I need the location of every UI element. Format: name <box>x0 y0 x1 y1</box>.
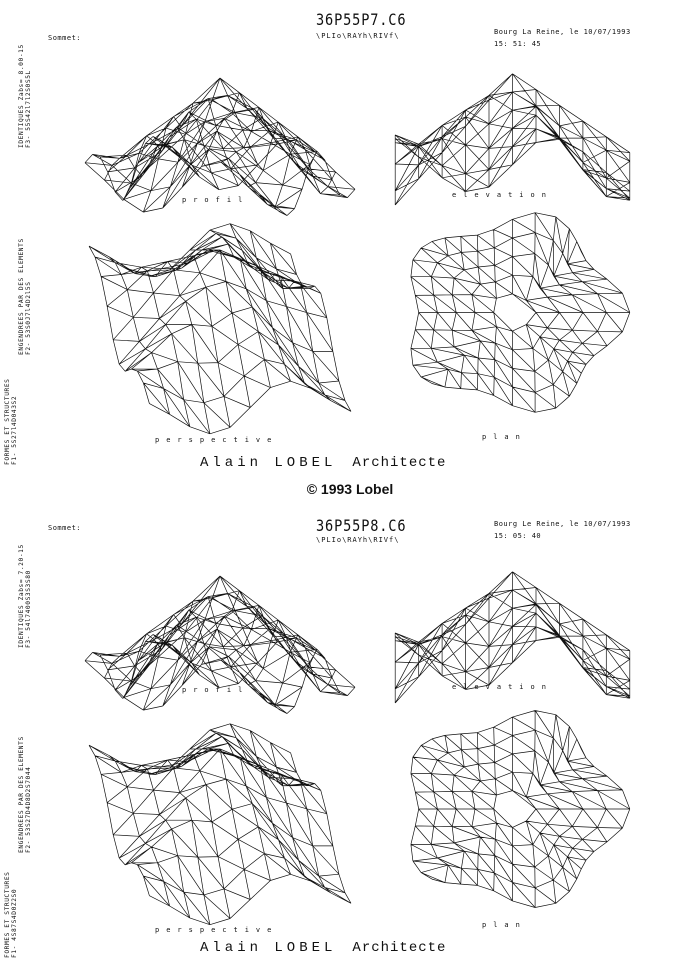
side-line: FORMES ET STRUCTURES <box>4 871 11 958</box>
profil-label: profil <box>182 686 250 694</box>
profil-view <box>100 50 340 190</box>
sommet-label: Sommet: <box>48 524 82 532</box>
architect-role: Architecte <box>352 940 447 956</box>
perspective-view <box>100 706 340 921</box>
architect-role: Architecte <box>352 455 447 471</box>
side-line: ENGENDREES PAR DES ELEMENTS <box>18 238 25 355</box>
drawing-sheet-2 <box>0 508 700 962</box>
architect-credit <box>200 940 446 956</box>
time-stamp: 15: 51: 45 <box>494 40 542 48</box>
drawing-title: 36P55P7.C6 <box>316 10 407 29</box>
plan-wireframe <box>411 711 630 908</box>
copyright-notice: © 1993 Lobel <box>306 481 394 497</box>
side-annotations <box>0 508 44 978</box>
side-line: F2- 53S0J7l4D2l5S <box>25 281 32 355</box>
perspective-wireframe <box>89 224 351 434</box>
side-line: F3- 54l7400S3S3S80 <box>25 570 32 648</box>
side-line: ENGENDREES PAR DES ELEMENTS <box>18 736 25 853</box>
plan-label: plan <box>482 433 527 441</box>
drawing-title: 36P55P8.C6 <box>316 516 407 535</box>
plan-label: plan <box>482 921 527 929</box>
elevation-wireframe <box>395 74 630 205</box>
plan-view <box>385 698 640 920</box>
drawing-path: \PLIo\RAYh\RIVf\ <box>316 32 400 40</box>
side-line: IDENTIQUES Zabs= 7.20-15 <box>18 544 25 648</box>
sommet-label: Sommet: <box>48 34 82 42</box>
drawing-sheet-1 <box>0 0 700 480</box>
side-annotations <box>0 0 44 470</box>
plan-wireframe <box>411 213 630 413</box>
perspective-label: perspective <box>155 926 279 934</box>
profil-label: profil <box>182 196 250 204</box>
elevation-view <box>385 50 640 190</box>
profil-wireframe <box>85 78 355 216</box>
architect-name: Alain LOBEL <box>200 940 337 956</box>
drawing-path: \PLIo\RAYh\RIVf\ <box>316 536 400 544</box>
side-line: F1- 4S87S4D0Z2S0 <box>11 888 18 958</box>
place-date: Bourg Le Reine, le 10/07/1993 <box>494 520 631 528</box>
side-line: FORMES ET STRUCTURES <box>4 378 11 465</box>
elevation-view <box>385 548 640 688</box>
side-line: F1- 5S27l4D043S2 <box>11 395 18 465</box>
architect-name: Alain LOBEL <box>200 455 337 471</box>
side-line: F3- 55S42l7l2S0S5L <box>25 70 32 148</box>
perspective-wireframe <box>89 724 351 925</box>
perspective-label: perspective <box>155 436 279 444</box>
elevation-label: elevation <box>452 191 553 199</box>
profil-view <box>100 548 340 688</box>
side-line: F2- 53S27D4D8D2S7044 <box>25 766 32 853</box>
architect-credit <box>200 455 446 471</box>
elevation-label: elevation <box>452 683 553 691</box>
side-line: IDENTIQUES Zabs= 8.00-15 <box>18 44 25 148</box>
plan-view <box>385 200 640 425</box>
time-stamp: 15: 05: 40 <box>494 532 542 540</box>
perspective-view <box>100 205 340 430</box>
place-date: Bourg La Reine, le 10/07/1993 <box>494 28 631 36</box>
